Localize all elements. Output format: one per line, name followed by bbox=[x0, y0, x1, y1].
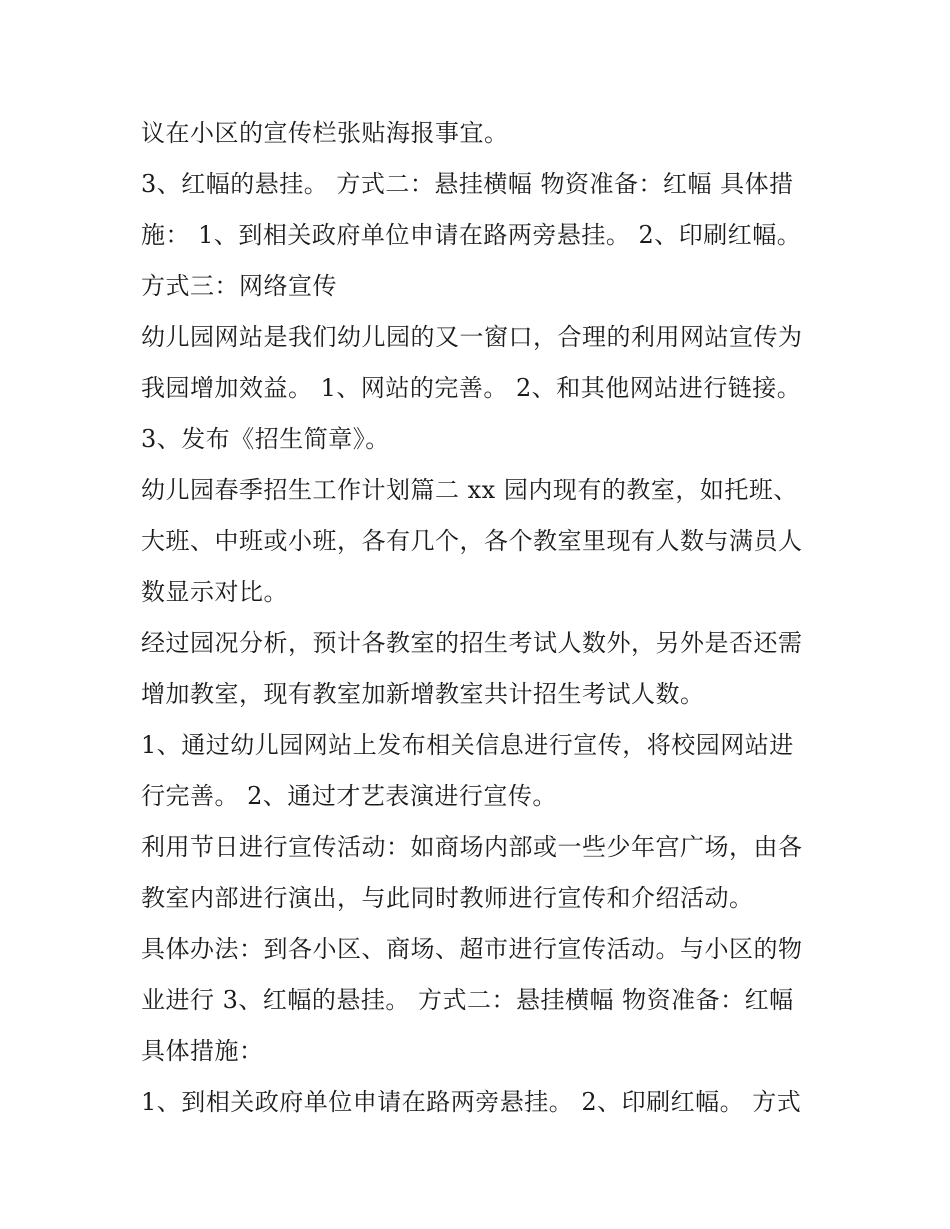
text-line: 1、通过幼儿园网站上发布相关信息进行宣传，将校园网站进 bbox=[141, 731, 794, 759]
text-line: 方式三：网络宣传 bbox=[141, 272, 337, 300]
text-line: 大班、中班或小班，各有几个，各个教室里现有人数与满员人 bbox=[141, 527, 803, 555]
text-line: 1、到相关政府单位申请在路两旁悬挂。 2、印刷红幅。 方式 bbox=[141, 1088, 802, 1116]
text-line: 施： 1、到相关政府单位申请在路两旁悬挂。 2、印刷红幅。 bbox=[141, 221, 802, 249]
text-line: 具体措施： bbox=[141, 1037, 264, 1065]
text-line: 幼儿园春季招生工作计划篇二 xx 园内现有的教室，如托班、 bbox=[141, 476, 798, 504]
text-line: 增加教室，现有教室加新增教室共计招生考试人数。 bbox=[141, 680, 705, 708]
text-line: 具体办法：到各小区、商场、超市进行宣传活动。与小区的物 bbox=[141, 935, 803, 963]
text-line: 我园增加效益。 1、网站的完善。 2、和其他网站进行链接。 bbox=[141, 374, 802, 402]
text-line: 经过园况分析，预计各教室的招生考试人数外，另外是否还需 bbox=[141, 629, 803, 657]
text-line: 行完善。 2、通过才艺表演进行宣传。 bbox=[141, 782, 557, 810]
text-line: 3、红幅的悬挂。 方式二：悬挂横幅 物资准备：红幅 具体措 bbox=[141, 170, 794, 198]
text-line: 数显示对比。 bbox=[141, 578, 288, 606]
text-line: 3、发布《招生简章》。 bbox=[141, 425, 390, 453]
text-line: 教室内部进行演出，与此同时教师进行宣传和介绍活动。 bbox=[141, 884, 754, 912]
text-line: 幼儿园网站是我们幼儿园的又一窗口，合理的利用网站宣传为 bbox=[141, 323, 803, 351]
text-line: 业进行 3、红幅的悬挂。 方式二：悬挂横幅 物资准备：红幅 bbox=[141, 986, 794, 1014]
text-line: 议在小区的宣传栏张贴海报事宜。 bbox=[141, 119, 509, 147]
text-line: 利用节日进行宣传活动：如商场内部或一些少年宫广场，由各 bbox=[141, 833, 803, 861]
document-body bbox=[141, 108, 821, 1128]
